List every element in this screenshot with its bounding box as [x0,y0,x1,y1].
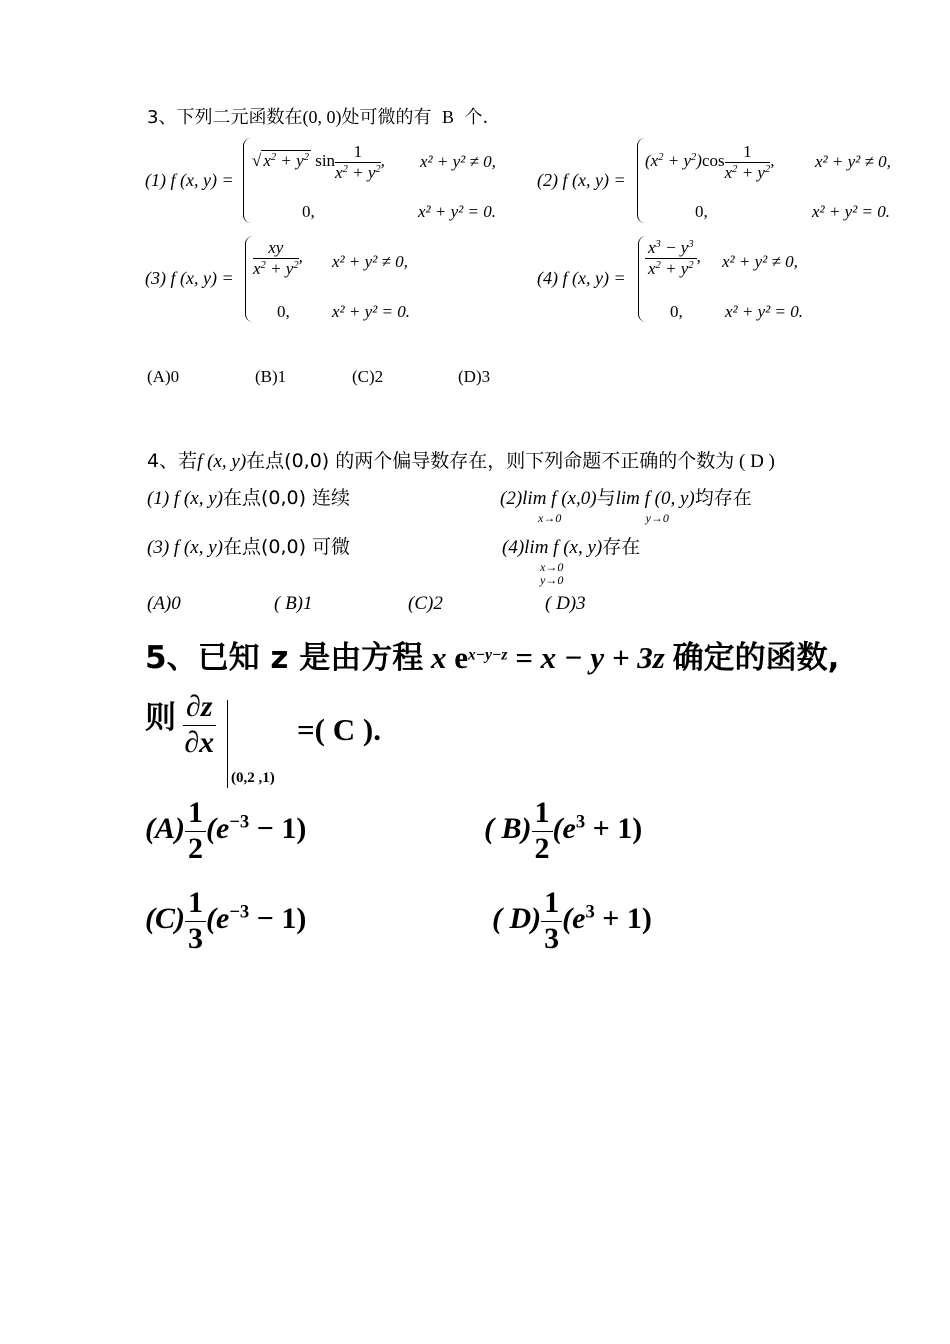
q5-option-d: ( D) $\frac{1}{3}$ $(e^3 + 1)$ [492,886,652,955]
q3-f2-cond1: x² + y² ≠ 0, [815,152,891,171]
q3-f3-label: (3) f (x, y) = [145,268,234,288]
q3-f1-cond1: x² + y² ≠ 0, [420,152,496,171]
q4-p3-b: 在点(0,0) 可微 [222,536,351,558]
q4-option-a: (A)0 [147,593,181,614]
q3-answer: B [441,107,454,127]
q4-stem-f: f (x, y) [197,451,247,472]
q5-stem-b: 确定的函数, [672,640,840,676]
q4-p4-sub-y: y→0 [540,573,564,587]
q3-f3-cond1: x² + y² ≠ 0, [332,252,408,271]
q4-p2-d: 均存在 [694,487,752,509]
q5-option-c: (C) $\frac{1}{3}$ $(e^{-3} - 1)$ [145,886,307,955]
q4-p4-sub-x: x→0 [540,560,564,574]
q4-proposition-2 [500,483,752,525]
q5-stem: 5、已知 z 是由方程 x $e^{x-y-z} = x - y + 3z$ 确定的函数, [145,640,840,676]
q4-p2-a: (2)lim f (x,0) [500,488,597,509]
q4-proposition-1 [147,483,350,510]
q5-opt-d-label: ( D) [492,901,542,935]
q3-f3-cond2: x² + y² = 0. [332,302,410,321]
q4-p2-sub-y: y→0 [645,511,669,525]
q3-sin: sin [315,150,336,170]
q4-stem [147,446,775,473]
q3-f2-case1: $(x^2 + y^2)\cos$ $\frac{1}{x^2 + y^2}$ , [645,142,775,182]
q4-p4-b: 存在 [602,536,641,558]
q5-dx: ∂x [184,725,215,759]
q3-stem-end: 个. [464,107,489,128]
q3-f1-cond2: x² + y² = 0. [418,202,496,221]
q5-opt-c-label: (C) [145,901,185,935]
q3-f2-label: (2) f (x, y) = [537,170,626,190]
q3-option-c: (C)2 [352,367,384,386]
q4-option-d: ( D)3 [545,593,586,614]
q4-answer: ( D ) [739,451,775,472]
q5-line2-a: 则 [145,700,176,736]
q3-f4-cond1: x² + y² ≠ 0, [722,252,798,271]
q4-stem-b: 在点(0,0) 的两个偏导数存在，则下列命题不正确的个数为 [246,450,735,472]
q5-answer: =( C ). [297,712,381,747]
q4-stem-a: 4、若 [147,450,198,472]
q5-dz: ∂z [183,690,216,726]
q3-f2-cond2: x² + y² = 0. [812,202,890,221]
q5-opt-b-label: ( B) [484,811,532,845]
q3-f2-zero: 0, [695,202,708,221]
q4-option-c: (C)2 [408,593,443,614]
q3-f4-cond2: x² + y² = 0. [725,302,803,321]
q5-derivative [183,690,216,760]
q3-f4-label: (4) f (x, y) = [537,268,626,288]
q4-p3-a: (3) f (x, y) [147,537,223,558]
q4-proposition-4 [502,532,641,587]
q4-p2-b: 与 [596,487,616,509]
q4-p1-b: 在点(0,0) 连续 [222,487,351,509]
q5-option-b: ( B) $\frac{1}{2}$ $(e^3 + 1)$ [484,796,643,865]
q5-stem-eq: = x − y + 3z [515,640,665,675]
q4-option-b: ( B)1 [274,593,313,614]
q5-opt-a-label: (A) [145,811,185,845]
q3-f4-zero: 0, [670,302,683,321]
q5-option-a: (A) $\frac{1}{2}$ $(e^{-3} - 1)$ [145,796,307,865]
q3-stem-text: 3、下列二元函数在 [147,107,303,128]
q3-f1-brace [243,138,252,223]
q3-point: (0, 0) [302,107,342,127]
q3-f1-case1: √ $x^2 + y^2$ sin $\frac{1}{x^2 + y^2}$ , [252,142,385,182]
q3-f2-num: 1 [725,142,771,163]
q3-f1-label: (1) f (x, y) = [145,170,234,190]
q5-line2 [145,692,176,737]
q3-f3-zero: 0, [277,302,290,321]
q4-p2-sub-x: x→0 [538,511,562,525]
q3-option-d: (D)3 [458,367,491,386]
q5-eval-point: (0,2 ,1) [231,770,275,786]
q3-option-b: (B)1 [255,367,287,386]
q3-f1-zero: 0, [302,202,315,221]
q4-p4-a: (4)lim f (x, y) [502,537,603,558]
q3-stem [147,103,488,129]
q4-p2-c: lim f (0, y) [615,488,695,509]
q3-f3-case1: $\frac{xy}{x^2 + y^2}$ , [253,238,303,278]
q3-f4-case1: $\frac{x^3 - y^3}{x^2 + y^2}$ , [645,238,701,278]
q3-stem-text2: 处可微的有 [341,107,432,128]
q4-proposition-3 [147,532,350,559]
q3-cos: cos [701,150,725,170]
q5-eval-bar [227,700,228,788]
q5-stem-a: 5、已知 z 是由方程 [145,640,424,676]
q4-p1-a: (1) f (x, y) [147,488,223,509]
q3-f1-num: 1 [335,142,381,163]
q3-option-a: (A)0 [147,367,180,386]
